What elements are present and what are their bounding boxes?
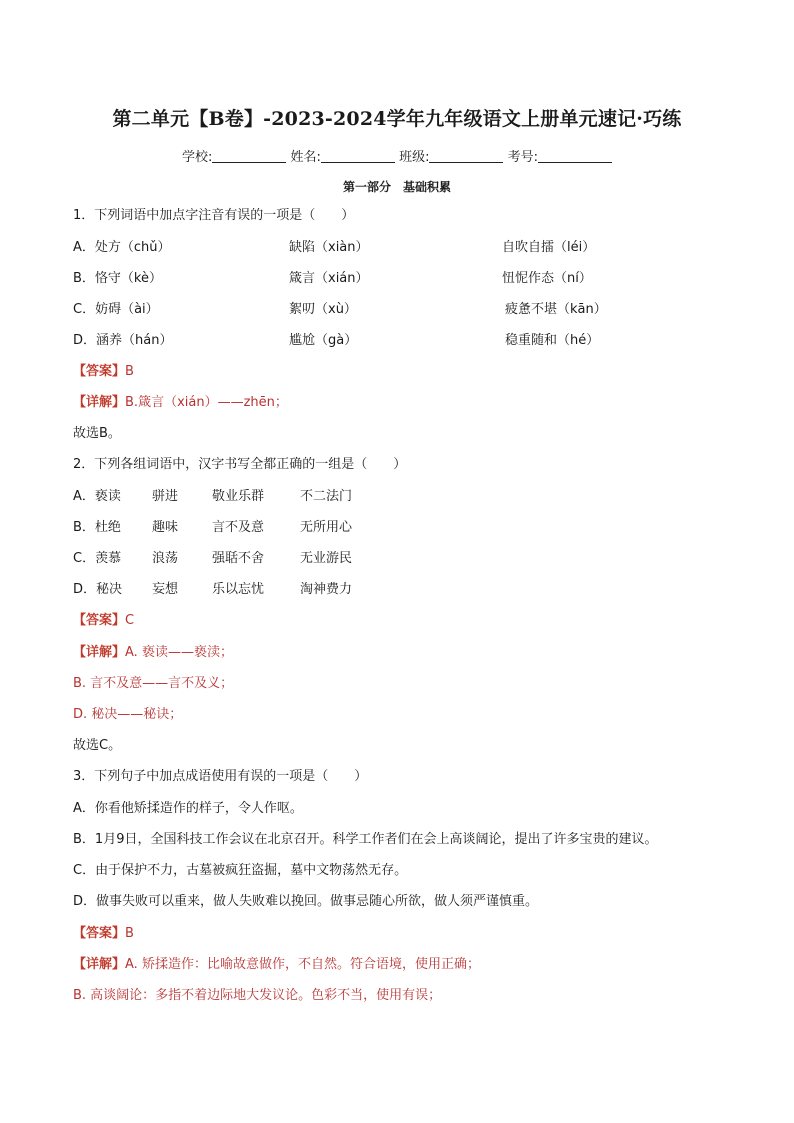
- q3-option-b: B．1月9日，全国科技工作会议在北京召开。科学工作者们在会上高谈阔论，提出了许多宝贵的建议。: [73, 832, 658, 847]
- q2-option-d2: 妄想: [152, 582, 179, 597]
- q1-conclusion: 故选B。: [73, 426, 121, 441]
- detail-text: A. 亵读——亵渎；: [125, 645, 233, 660]
- q3-option-c: C．由于保护不力，古墓被疯狂盗掘，墓中文物荡然无存。: [73, 863, 408, 878]
- q1-stem: 1．下列词语中加点字注音有误的一项是（ ）: [73, 208, 355, 223]
- q2-stem: 2．下列各组词语中，汉字书写全都正确的一组是（ ）: [73, 457, 407, 472]
- detail-label: 【详解】: [73, 395, 126, 410]
- q2-conclusion: 故选C。: [73, 738, 122, 753]
- q1-option-a3: 自吹自擂（léi）: [502, 240, 596, 255]
- q2-answer: [73, 613, 134, 629]
- school-blank[interactable]: [212, 150, 286, 163]
- q2-option-b3: 言不及意: [212, 520, 265, 535]
- q1-option-d3: 稳重随和（hé）: [505, 333, 600, 348]
- q3-answer: [73, 926, 134, 942]
- q2-detail: [73, 645, 233, 661]
- q2-option-d4: 淘神费力: [300, 582, 353, 597]
- q2-option-a4: 不二法门: [300, 489, 353, 504]
- q2-option-a3: 敬业乐群: [212, 489, 265, 504]
- detail-label: 【详解】: [73, 645, 126, 660]
- answer-value: B: [125, 926, 134, 941]
- q3-option-a: A．你看他矫揉造作的样子，令人作呕。: [73, 801, 303, 816]
- name-label: 姓名:: [290, 150, 321, 165]
- class-label: 班级:: [399, 150, 430, 165]
- q3-detail-line: B. 高谈阔论：多指不着边际地大发议论。色彩不当，使用有误；: [73, 988, 442, 1003]
- q1-option-a2: 缺陷（xiàn）: [289, 240, 369, 255]
- detail-label: 【详解】: [73, 957, 126, 972]
- exam-no-label: 考号:: [507, 150, 538, 165]
- q1-option-b2: 箴言（xián）: [289, 271, 369, 286]
- answer-label: 【答案】: [73, 364, 126, 379]
- detail-text: A. 矫揉造作：比喻故意做作，不自然。符合语境，使用正确；: [125, 957, 480, 972]
- q2-detail-line: D. 秘决——秘诀；: [73, 707, 183, 722]
- q2-option-b4: 无所用心: [300, 520, 353, 535]
- q1-detail: [73, 395, 288, 411]
- q2-option-c2: 浪荡: [152, 551, 179, 566]
- page-title: 第二单元【B卷】-2023-2024学年九年级语文上册单元速记·巧练: [112, 108, 682, 130]
- q2-option-d1: D．秘决: [73, 582, 123, 597]
- q1-option-a1: A．处方（chǔ）: [73, 240, 171, 255]
- q1-option-c2: 絮叨（xù）: [289, 302, 357, 317]
- answer-label: 【答案】: [73, 613, 126, 628]
- name-blank[interactable]: [321, 150, 395, 163]
- q2-option-d3: 乐以忘忧: [212, 582, 265, 597]
- q1-option-d1: D．涵养（hán）: [73, 333, 173, 348]
- section-title: 第一部分 基础积累: [342, 180, 451, 194]
- answer-value: C: [125, 613, 135, 628]
- student-info-line: [0, 146, 794, 165]
- q2-option-a2: 骈进: [152, 489, 179, 504]
- q3-stem: 3．下列句子中加点成语使用有误的一项是（ ）: [73, 769, 368, 784]
- q1-answer: [73, 364, 134, 380]
- class-blank[interactable]: [429, 150, 503, 163]
- q2-option-b1: B．杜绝: [73, 520, 121, 535]
- q3-detail: [73, 957, 480, 973]
- q2-option-b2: 趣味: [152, 520, 179, 535]
- q1-option-b3: 忸怩作态（ní）: [502, 271, 592, 286]
- q3-option-d: D．做事失败可以重来，做人失败难以挽回。做事忌随心所欲，做人须严谨慎重。: [73, 894, 539, 909]
- q2-option-c1: C．羡慕: [73, 551, 122, 566]
- q2-option-c4: 无业游民: [300, 551, 353, 566]
- q1-option-d2: 尴尬（gà）: [289, 333, 358, 348]
- q2-option-a1: A．亵读: [73, 489, 121, 504]
- answer-value: B: [125, 364, 134, 379]
- exam-no-blank[interactable]: [538, 150, 612, 163]
- school-label: 学校:: [182, 150, 213, 165]
- q1-option-c1: C．妨碍（ài）: [73, 302, 159, 317]
- answer-label: 【答案】: [73, 926, 126, 941]
- q2-detail-line: B. 言不及意——言不及义；: [73, 676, 234, 691]
- q1-option-b1: B．恪守（kè）: [73, 271, 162, 286]
- q1-option-c3: 疲惫不堪（kān）: [505, 302, 607, 317]
- detail-text: B.箴言（xián）——zhēn；: [125, 395, 288, 410]
- q2-option-c3: 强聒不舍: [212, 551, 265, 566]
